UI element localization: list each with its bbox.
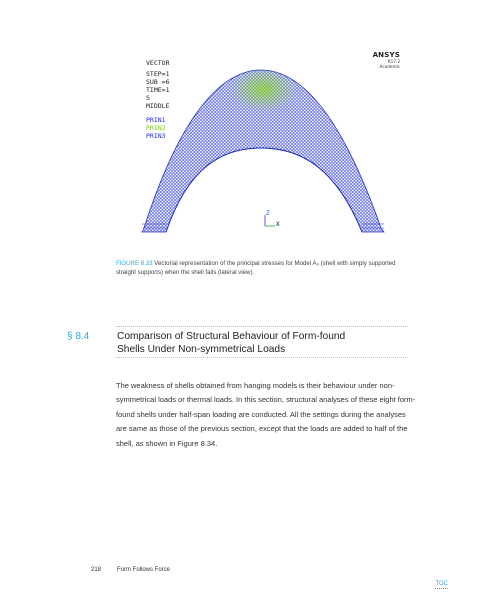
param-step: STEP=1 (146, 70, 170, 78)
ansys-logo (373, 51, 400, 69)
stress-vector-figure (116, 48, 406, 248)
section-rule-top (116, 326, 408, 327)
stress-legend (146, 116, 166, 140)
running-title: Form Follows Force (117, 567, 171, 573)
support-hatching (142, 224, 384, 228)
brand-edition: Academic (379, 64, 400, 69)
axis-x-label: X (276, 221, 280, 228)
section-rule-bottom (116, 357, 408, 358)
param-time: TIME=1 (146, 86, 170, 95)
brand-name: ANSYS (372, 51, 400, 59)
solution-params (146, 70, 169, 110)
param-item: S (146, 94, 150, 103)
param-sub: SUB =6 (146, 78, 170, 87)
legend-prin3: PRIN3 (146, 132, 166, 141)
param-layer: MIDDLE (146, 102, 170, 111)
caption-text: Vectorial representation of the principal stresses for Model A₃ (shell with simply supported straight supports) when the shell fails (lateral view). (116, 260, 396, 276)
page-number: 218 (91, 567, 102, 573)
section-title: Comparison of Structural Behaviour of Form-found Shells Under Non-symmetrical Loads (117, 331, 346, 355)
figure-label: FIGURE 8.33 (116, 260, 153, 267)
body-paragraph: The weakness of shells obtained from hanging models is their behaviour under non-symmetrical loads or thermal loads. In this section, structural analyses of these eight form-found shells under half-span loading are conducted. All the settings during the analyses are same as those of the previous section, except that the loads are added to half of the shell, as shown in Figure 8.34. (116, 381, 416, 448)
legend-prin1: PRIN1 (146, 116, 166, 124)
toc-link[interactable]: TOC (435, 581, 448, 587)
section-number: § 8.4 (67, 331, 90, 342)
legend-prin2: PRIN2 (146, 124, 166, 133)
brand-version: R17.2 (387, 59, 400, 64)
figure-caption (116, 259, 406, 277)
axis-z-label: Z (266, 210, 270, 217)
plot-type-label: VECTOR (146, 59, 170, 67)
